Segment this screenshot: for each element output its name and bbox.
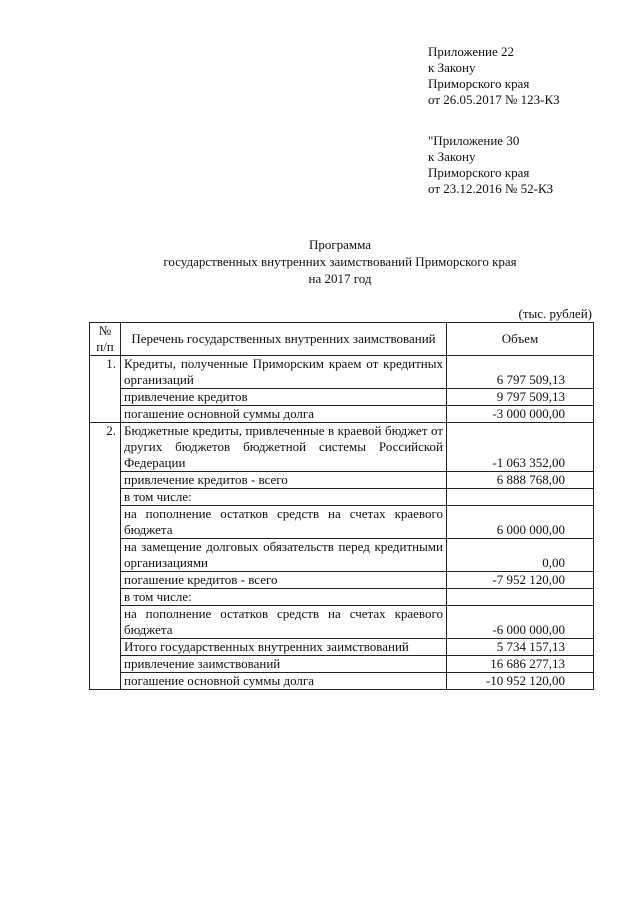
annex-current-line-4: от 26.05.2017 № 123-КЗ <box>428 92 560 107</box>
annex-previous-reference <box>428 133 553 197</box>
annex-current-line-2: к Закону <box>428 60 476 75</box>
table-row <box>90 639 594 656</box>
table-row <box>90 423 594 472</box>
table-row <box>90 673 594 690</box>
row-number: 1. <box>90 356 121 389</box>
row-value: 5 734 157,13 <box>447 639 594 656</box>
row-number <box>90 472 121 489</box>
table-row <box>90 539 594 572</box>
header-name: Перечень государственных внутренних заимствований <box>121 323 447 356</box>
row-number <box>90 589 121 606</box>
row-number <box>90 506 121 539</box>
row-name: на замещение долговых обязательств перед кредитными организациями <box>121 539 447 572</box>
row-value: -3 000 000,00 <box>447 406 594 423</box>
row-name: Итого государственных внутренних заимствований <box>121 639 447 656</box>
row-name: погашение основной суммы долга <box>121 673 447 690</box>
row-number <box>90 606 121 639</box>
row-number <box>90 539 121 572</box>
table-row <box>90 656 594 673</box>
row-number <box>90 572 121 589</box>
annex-current-reference <box>428 44 560 108</box>
row-name: в том числе: <box>121 589 447 606</box>
annex-previous-line-3: Приморского края <box>428 165 530 180</box>
row-number <box>90 673 121 690</box>
row-name: привлечение кредитов - всего <box>121 472 447 489</box>
table-row <box>90 506 594 539</box>
table-row <box>90 489 594 506</box>
row-name: привлечение кредитов <box>121 389 447 406</box>
row-number <box>90 639 121 656</box>
row-name: на пополнение остатков средств на счетах краевого бюджета <box>121 606 447 639</box>
title-line-2: государственных внутренних заимствований Приморского края <box>163 254 517 269</box>
title-line-3: на 2017 год <box>308 271 372 286</box>
row-value: 6 000 000,00 <box>447 506 594 539</box>
table-header-row <box>90 323 594 356</box>
row-value: -10 952 120,00 <box>447 673 594 690</box>
table-row <box>90 389 594 406</box>
row-name: на пополнение остатков средств на счетах краевого бюджета <box>121 506 447 539</box>
row-value: 9 797 509,13 <box>447 389 594 406</box>
row-value: 6 888 768,00 <box>447 472 594 489</box>
row-value: -1 063 352,00 <box>447 423 594 472</box>
row-value: 0,00 <box>447 539 594 572</box>
row-name: погашение кредитов - всего <box>121 572 447 589</box>
row-number: 2. <box>90 423 121 472</box>
row-number <box>90 389 121 406</box>
annex-current-line-1: Приложение 22 <box>428 44 515 59</box>
table-row <box>90 589 594 606</box>
table-row <box>90 356 594 389</box>
row-value: -7 952 120,00 <box>447 572 594 589</box>
annex-previous-line-1: "Приложение 30 <box>428 133 520 148</box>
header-value: Объем <box>447 323 594 356</box>
annex-previous-line-4: от 23.12.2016 № 52-КЗ <box>428 181 554 196</box>
table-row <box>90 572 594 589</box>
row-number <box>90 406 121 423</box>
row-value <box>447 589 594 606</box>
borrowing-program-table <box>89 322 594 690</box>
row-number <box>90 656 121 673</box>
row-name: Кредиты, полученные Приморским краем от кредитных организаций <box>121 356 447 389</box>
row-name: погашение основной суммы долга <box>121 406 447 423</box>
document-title <box>0 236 640 287</box>
units-label: (тыс. рублей) <box>518 306 592 321</box>
header-number: № п/п <box>90 323 121 356</box>
annex-previous-line-2: к Закону <box>428 149 476 164</box>
annex-current-line-3: Приморского края <box>428 76 530 91</box>
row-number <box>90 489 121 506</box>
table-row <box>90 406 594 423</box>
row-name: Бюджетные кредиты, привлеченные в краевой бюджет от других бюджетов бюджетной системы Российской Федерации <box>121 423 447 472</box>
title-line-1: Программа <box>308 237 372 252</box>
table-row <box>90 606 594 639</box>
row-value: -6 000 000,00 <box>447 606 594 639</box>
row-value: 6 797 509,13 <box>447 356 594 389</box>
row-name: привлечение заимствований <box>121 656 447 673</box>
row-name: в том числе: <box>121 489 447 506</box>
row-value: 16 686 277,13 <box>447 656 594 673</box>
table-row <box>90 472 594 489</box>
row-value <box>447 489 594 506</box>
